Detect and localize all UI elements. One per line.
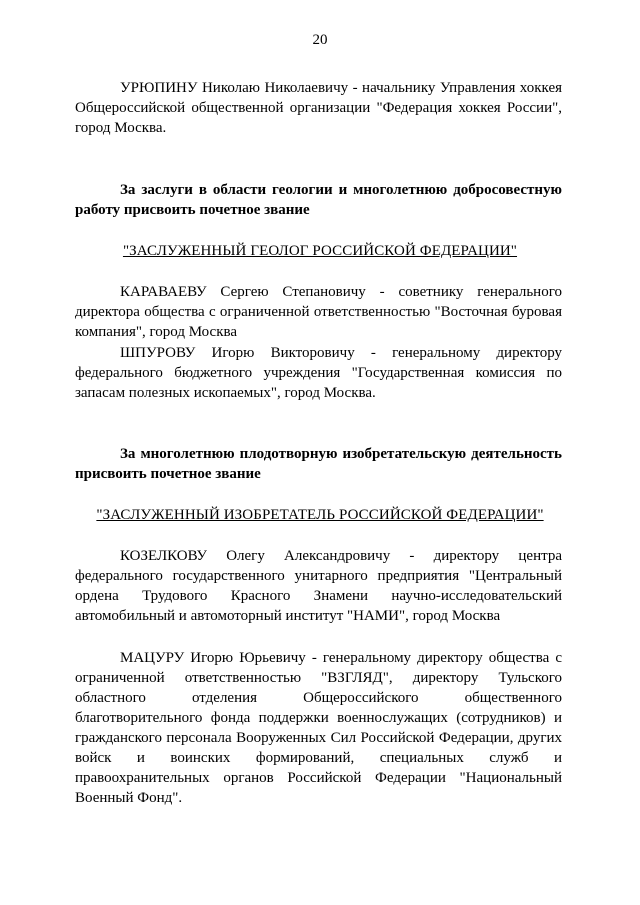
award-recipient-paragraph: УРЮПИНУ Николаю Николаевичу - начальнику Управления хоккея Общероссийской общественной организации "Федерация хоккея России", город Москва. xyxy=(75,80,562,136)
award-recipient-paragraph: КОЗЕЛКОВУ Олегу Александровичу - директору центра федерального государственного унитарного предприятия "Центральный ордена Трудового Красного Знамени научно-исследовательский автомобильный и автомоторный институт "НАМИ", город Москва xyxy=(75,548,562,624)
award-recipient-paragraph: ШПУРОВУ Игорю Викторовичу - генеральному директору федерального бюджетного учреждения "Государственная комиссия по запасам полезных ископаемых", город Москва. xyxy=(75,345,562,401)
award-recipient-paragraph: КАРАВАЕВУ Сергею Степановичу - советнику генерального директора общества с ограниченной ответственностью "Восточная буровая компания", город Москва xyxy=(75,284,562,340)
section-heading-inventor: За многолетнюю плодотворную изобретательскую деятельность присвоить почетное звание xyxy=(75,446,562,482)
honorary-title-geologist: "ЗАСЛУЖЕННЫЙ ГЕОЛОГ РОССИЙСКОЙ ФЕДЕРАЦИИ" xyxy=(122,243,518,259)
award-recipient-paragraph: МАЦУРУ Игорю Юрьевичу - генеральному директору общества с ограниченной ответственностью "ВЗГЛЯД", директору Тульского областного отделения Общероссийского общественного благотворительного фонда поддержки военнослужащих (сотрудников) и гражданского персонала Вооруженных Сил Российской Федерации, других войск и воинских формирований, специальных служб и правоохранительных органов Российской Федерации "Национальный Военный Фонд". xyxy=(75,650,562,806)
honorary-title-inventor: "ЗАСЛУЖЕННЫЙ ИЗОБРЕТАТЕЛЬ РОССИЙСКОЙ ФЕДЕРАЦИИ" xyxy=(96,507,544,523)
section-heading-geology: За заслуги в области геологии и многолетнюю добросовестную работу присвоить почетное звание xyxy=(75,182,562,218)
page-number: 20 xyxy=(312,32,328,48)
